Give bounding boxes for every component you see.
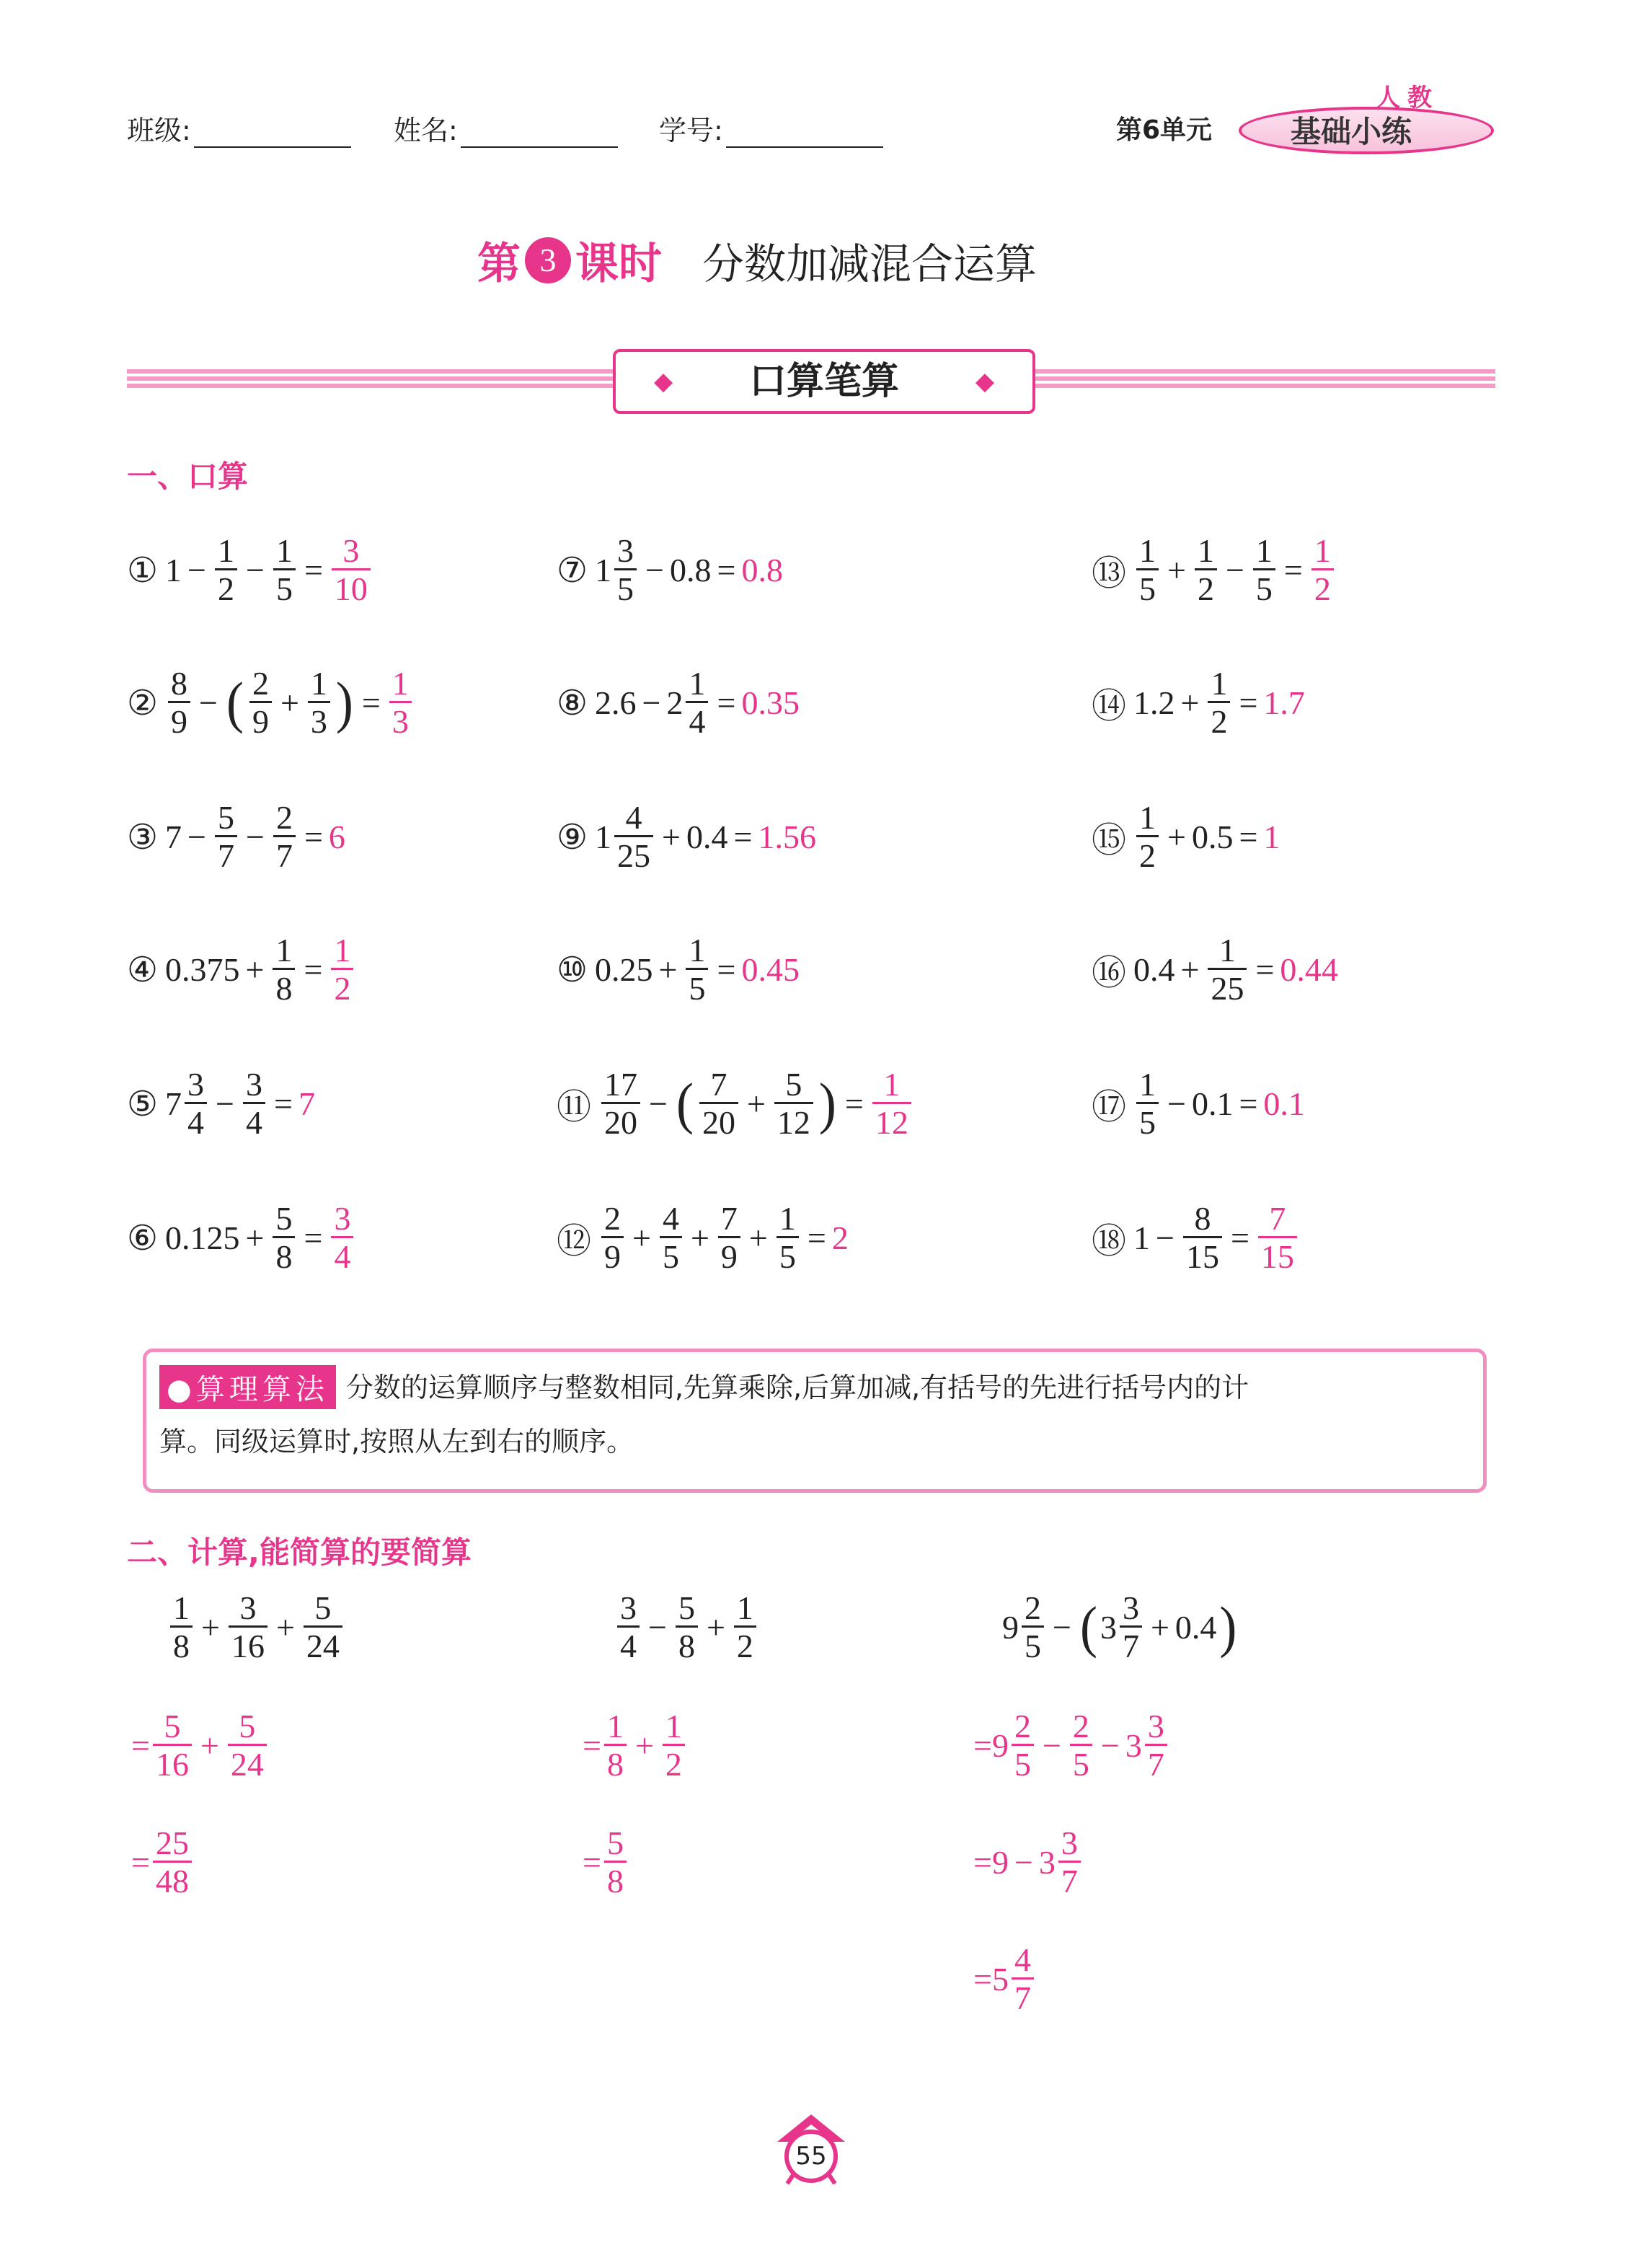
brand-name: 基础小练 — [1291, 114, 1412, 149]
calc-1-step-1: = $\frac{5}{16}$ + $\frac{5}{24}$ — [131, 1709, 270, 1783]
title-suffix: 课时 — [575, 239, 662, 289]
problem-9: ⑨ 1 $\frac{4}{25}$ + 0.4 = 1.56 — [557, 799, 816, 875]
answer: $\frac{7}{15}$ — [1255, 1201, 1300, 1275]
class-field[interactable] — [127, 108, 351, 148]
problem-11: ⑪ $\frac{17}{20}$ − ( $\frac{7}{20}$ + $\frac{5}{12}$ ) = $\frac{1}{12}$ — [557, 1067, 914, 1141]
problem-number: ④ — [127, 949, 159, 990]
calc-2-step-2: = $\frac{5}{8}$ — [583, 1826, 629, 1899]
part1-heading: 一、口算 — [127, 459, 249, 494]
problem-number: ⑨ — [557, 816, 588, 857]
problem-number: ⑥ — [127, 1217, 159, 1258]
problem-number: ⑭ — [1092, 686, 1127, 727]
problem-number: ⑧ — [557, 682, 588, 723]
calc-2-step-1: = $\frac{1}{8}$ + $\frac{1}{2}$ — [583, 1709, 688, 1783]
answer: 0.45 — [741, 951, 800, 989]
name-label: 姓名: — [394, 115, 458, 146]
problem-number: ⑯ — [1092, 953, 1127, 994]
problem-number: ③ — [127, 816, 159, 857]
answer: 0.44 — [1280, 951, 1338, 989]
calc-3-step-3: = 5 $\frac{4}{7}$ — [973, 1943, 1037, 2016]
problem-number: ⑩ — [557, 949, 588, 990]
calc-2-problem: $\frac{3}{4}$ − $\frac{5}{8}$ + $\frac{1}{2}$ — [614, 1591, 759, 1664]
answer: $\frac{3}{10}$ — [329, 534, 373, 607]
problem-number: ① — [127, 550, 159, 591]
problem-number: ⑤ — [127, 1083, 159, 1124]
id-label: 学号: — [659, 115, 723, 146]
answer: 1 — [1263, 818, 1280, 856]
class-label: 班级: — [127, 115, 191, 146]
id-input-line[interactable] — [726, 120, 883, 148]
page-number: 55 — [795, 2142, 827, 2171]
problem-number: ⑰ — [1092, 1087, 1127, 1128]
tip-text-1: 分数的运算顺序与整数相同,先算乘除,后算加减,有括号的先进行括号内的计 — [345, 1371, 1249, 1403]
problem-4: ④ 0.375 + $\frac{1}{8}$ = $\frac{1}{2}$ — [127, 933, 356, 1007]
diamond-icon: ◆ — [975, 367, 995, 396]
answer: $\frac{3}{4}$ — [328, 1201, 356, 1275]
tip-tag: ●算理算法 — [159, 1365, 336, 1409]
problem-number: ⑬ — [1092, 553, 1127, 594]
lesson-number-badge: 3 — [525, 237, 571, 283]
problem-15: ⑮ $\frac{1}{2}$ + 0.5 = 1 — [1092, 799, 1280, 875]
problem-number: ⑱ — [1092, 1221, 1127, 1262]
problem-2: ② $\frac{8}{9}$ − ( $\frac{2}{9}$ + $\frac{1}{3}$ ) = $\frac{1}{3}$ — [127, 666, 415, 740]
problem-17: ⑰ $\frac{1}{5}$ − 0.1 = 0.1 — [1092, 1066, 1305, 1142]
calc-1-step-2: = $\frac{25}{48}$ — [131, 1826, 195, 1899]
problem-number: ⑪ — [557, 1087, 592, 1128]
name-input-line[interactable] — [461, 120, 618, 148]
title-topic: 分数加减混合运算 — [702, 239, 1038, 288]
part2-heading: 二、计算,能简算的要简算 — [127, 1535, 472, 1570]
problem-number: ② — [127, 682, 159, 723]
problem-number: ⑦ — [557, 550, 588, 591]
calc-1-problem: $\frac{1}{8}$ + $\frac{3}{16}$ + $\frac{5}{24}$ — [167, 1591, 345, 1664]
answer: 0.1 — [1263, 1085, 1305, 1123]
answer: 0.35 — [741, 684, 800, 722]
answer: $\frac{1}{3}$ — [386, 666, 415, 740]
section-banner — [613, 349, 1035, 414]
tip-box — [143, 1349, 1487, 1493]
tip-line-1 — [159, 1365, 1249, 1409]
problem-10: ⑩ 0.25 + $\frac{1}{5}$ = 0.45 — [557, 932, 800, 1007]
problem-1: ① 1 − $\frac{1}{2}$ − $\frac{1}{5}$ = $\frac{3}{10}$ — [127, 534, 373, 607]
tip-text-2: 算。同级运算时,按照从左到右的顺序。 — [159, 1426, 634, 1457]
title-prefix: 第 — [477, 239, 521, 289]
calc-3-step-1: = 9 $\frac{2}{5}$ − $\frac{2}{5}$ − 3 $\frac{3}{7}$ — [973, 1709, 1170, 1783]
section-banner-text: 口算笔算 — [748, 360, 899, 403]
answer: 1.56 — [758, 818, 816, 856]
problem-16: ⑯ 0.4 + $\frac{1}{25}$ = 0.44 — [1092, 932, 1338, 1007]
problem-18: ⑱ 1 − $\frac{8}{15}$ = $\frac{7}{15}$ — [1092, 1201, 1300, 1275]
name-field[interactable] — [394, 108, 618, 148]
unit-label: 第6单元 — [1116, 115, 1213, 145]
answer: 2 — [831, 1219, 849, 1257]
problem-12: ⑫ $\frac{2}{9}$ + $\frac{4}{5}$ + $\frac{7}{9}$ + $\frac{1}{5}$ = 2 — [557, 1200, 849, 1276]
problem-7: ⑦ 1 $\frac{3}{5}$ − 0.8 = 0.8 — [557, 532, 783, 608]
problem-8: ⑧ 2.6 − 2 $\frac{1}{4}$ = 0.35 — [557, 665, 800, 741]
answer: 6 — [328, 818, 345, 856]
problem-6: ⑥ 0.125 + $\frac{5}{8}$ = $\frac{3}{4}$ — [127, 1201, 356, 1275]
id-field[interactable] — [659, 108, 883, 148]
problem-13: ⑬ $\frac{1}{5}$ + $\frac{1}{2}$ − $\frac{1}{5}$ = $\frac{1}{2}$ — [1092, 534, 1337, 607]
brand-top: 人教 — [1376, 84, 1439, 112]
answer: $\frac{1}{2}$ — [328, 933, 356, 1007]
answer: $\frac{1}{2}$ — [1309, 534, 1337, 607]
page-title — [477, 229, 1037, 291]
problem-3: ③ 7 − $\frac{5}{7}$ − $\frac{2}{7}$ = 6 — [127, 799, 345, 875]
answer: $\frac{1}{12}$ — [870, 1067, 914, 1141]
answer: 1.7 — [1263, 684, 1305, 722]
problem-14: ⑭ 1.2 + $\frac{1}{2}$ = 1.7 — [1092, 665, 1305, 741]
calc-3-problem: 9 $\frac{2}{5}$ − ( 3 $\frac{3}{7}$ + 0.4 ) — [1002, 1589, 1237, 1665]
answer: 7 — [298, 1085, 315, 1123]
problem-5: ⑤ 7 $\frac{3}{4}$ − $\frac{3}{4}$ = 7 — [127, 1066, 315, 1142]
diamond-icon: ◆ — [653, 367, 673, 396]
answer: 0.8 — [741, 552, 783, 589]
class-input-line[interactable] — [194, 120, 351, 148]
calc-3-step-2: =9 − 3 $\frac{3}{7}$ — [973, 1826, 1084, 1899]
page-number-badge — [771, 2109, 851, 2188]
problem-number: ⑮ — [1092, 820, 1127, 861]
problem-number: ⑫ — [557, 1221, 592, 1262]
